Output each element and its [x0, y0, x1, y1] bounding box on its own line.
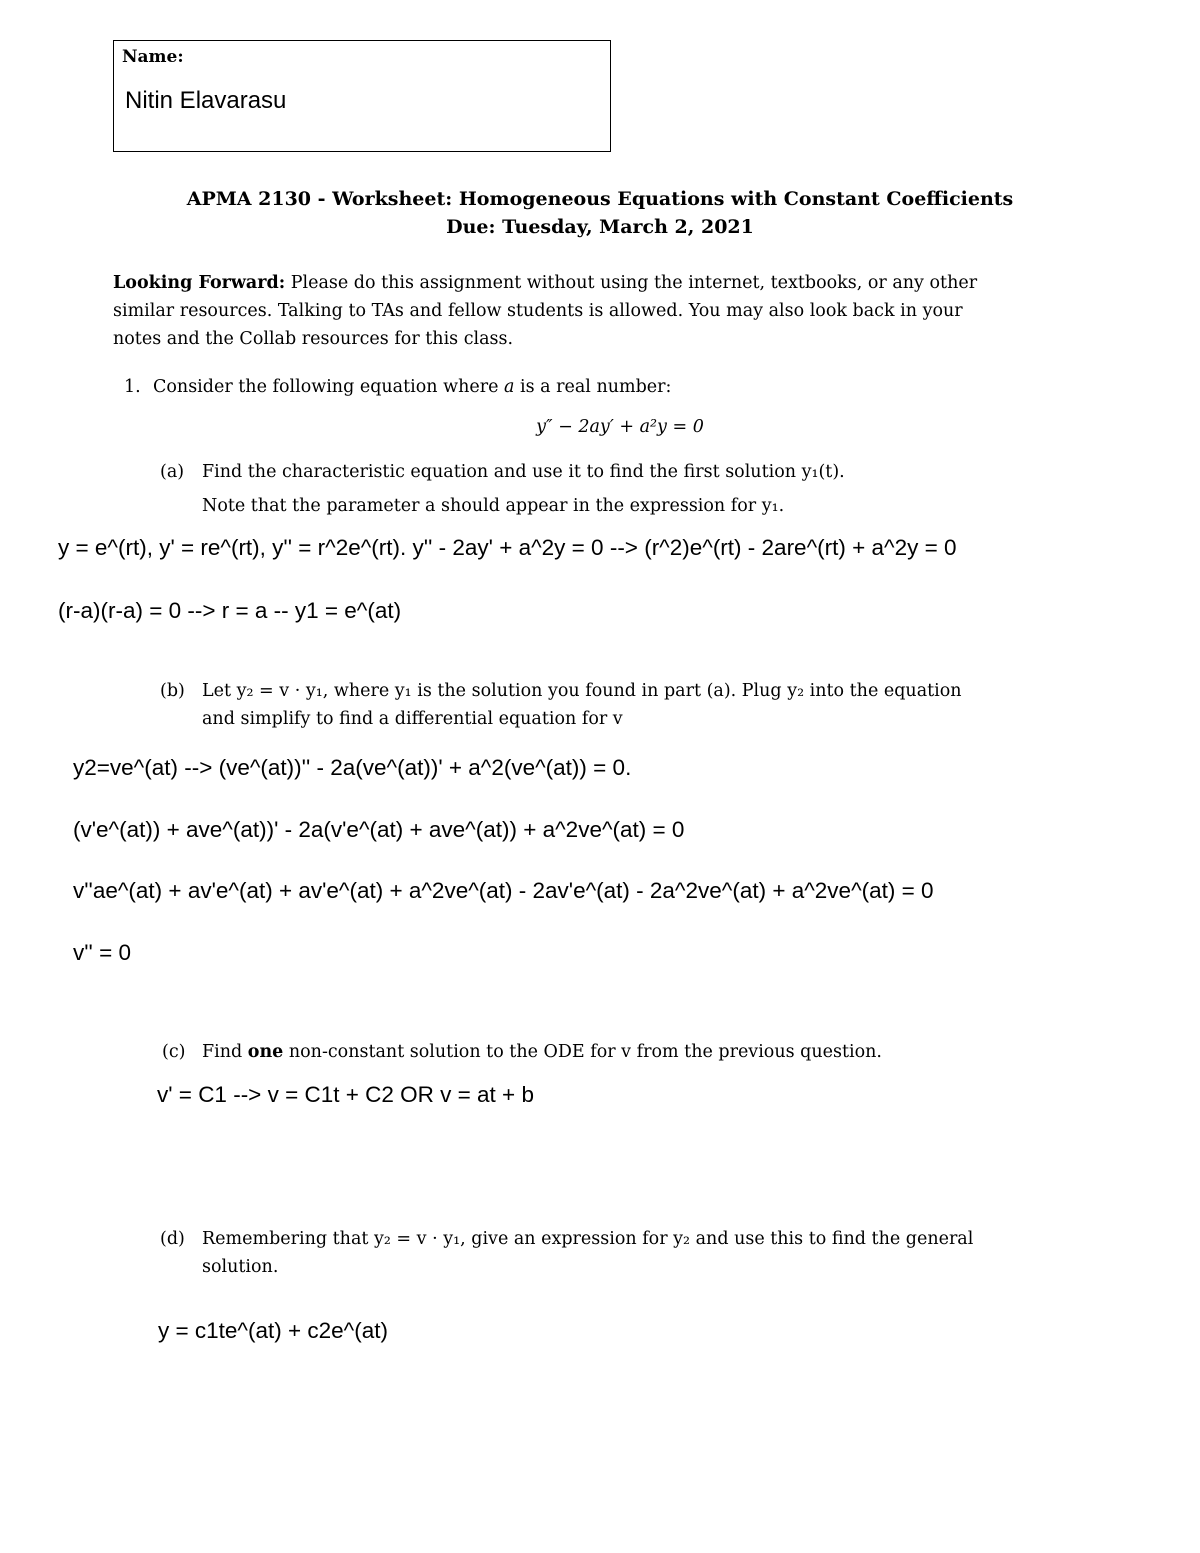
question-1-equation: y″ − 2ay′ + a²y = 0: [536, 417, 704, 437]
question-1-text: Consider the following equation where a is a real number:: [153, 377, 672, 397]
part-b-label: (b): [160, 681, 185, 701]
part-b-answer-3[interactable]: v''ae^(at) + av'e^(at) + av'e^(at) + a^2ve^(at) - 2av'e^(at) - 2a^2ve^(at) + a^2ve^(at) = 0: [73, 878, 934, 903]
part-b-answer-4[interactable]: v'' = 0: [73, 940, 131, 965]
part-c-text: Find one non-constant solution to the ODE for v from the previous question.: [202, 1042, 882, 1062]
part-a-line-1: Find the characteristic equation and use it to find the first solution y₁(t).: [202, 462, 845, 482]
intro-line-3: notes and the Collab resources for this class.: [113, 329, 514, 349]
part-d-line-1: Remembering that y₂ = v · y₁, give an expression for y₂ and use this to find the general: [202, 1229, 974, 1249]
part-c-label: (c): [162, 1042, 186, 1062]
due-date: Due: Tuesday, March 2, 2021: [446, 216, 754, 238]
question-1-number: 1.: [124, 377, 141, 397]
part-a-line-2: Note that the parameter a should appear in the expression for y₁.: [202, 496, 785, 516]
part-b-answer-2[interactable]: (v'e^(at)) + ave^(at))' - 2a(v'e^(at) + ave^(at)) + a^2ve^(at) = 0: [73, 817, 685, 842]
name-label: Name:: [122, 47, 184, 67]
part-d-answer[interactable]: y = c1te^(at) + c2e^(at): [158, 1318, 388, 1343]
part-b-line-1: Let y₂ = v · y₁, where y₁ is the solution you found in part (a). Plug y₂ into the equation: [202, 681, 962, 701]
part-d-label: (d): [160, 1229, 185, 1249]
part-d-line-2: solution.: [202, 1257, 279, 1277]
part-a-answer-1[interactable]: y = e^(rt), y' = re^(rt), y'' = r^2e^(rt). y'' - 2ay' + a^2y = 0 --> (r^2)e^(rt) - 2are^(rt) + a^2y = 0: [58, 535, 957, 560]
part-b-line-2: and simplify to find a differential equation for v: [202, 709, 623, 729]
part-b-answer-1[interactable]: y2=ve^(at) --> (ve^(at))'' - 2a(ve^(at))' + a^2(ve^(at)) = 0.: [73, 755, 632, 780]
part-a-answer-2[interactable]: (r-a)(r-a) = 0 --> r = a -- y1 = e^(at): [58, 598, 402, 623]
intro-heading: Looking Forward:: [113, 273, 286, 293]
part-a-label: (a): [160, 462, 185, 482]
part-c-answer[interactable]: v' = C1 --> v = C1t + C2 OR v = at + b: [157, 1082, 534, 1107]
intro-line-2: similar resources. Talking to TAs and fellow students is allowed. You may also look back in your: [113, 301, 963, 321]
name-value[interactable]: Nitin Elavarasu: [125, 87, 287, 114]
worksheet-title: APMA 2130 - Worksheet: Homogeneous Equations with Constant Coefficients: [186, 188, 1014, 210]
name-box: [113, 40, 611, 152]
intro-line-1: Looking Forward: Please do this assignment without using the internet, textbooks, or any other: [113, 273, 978, 293]
